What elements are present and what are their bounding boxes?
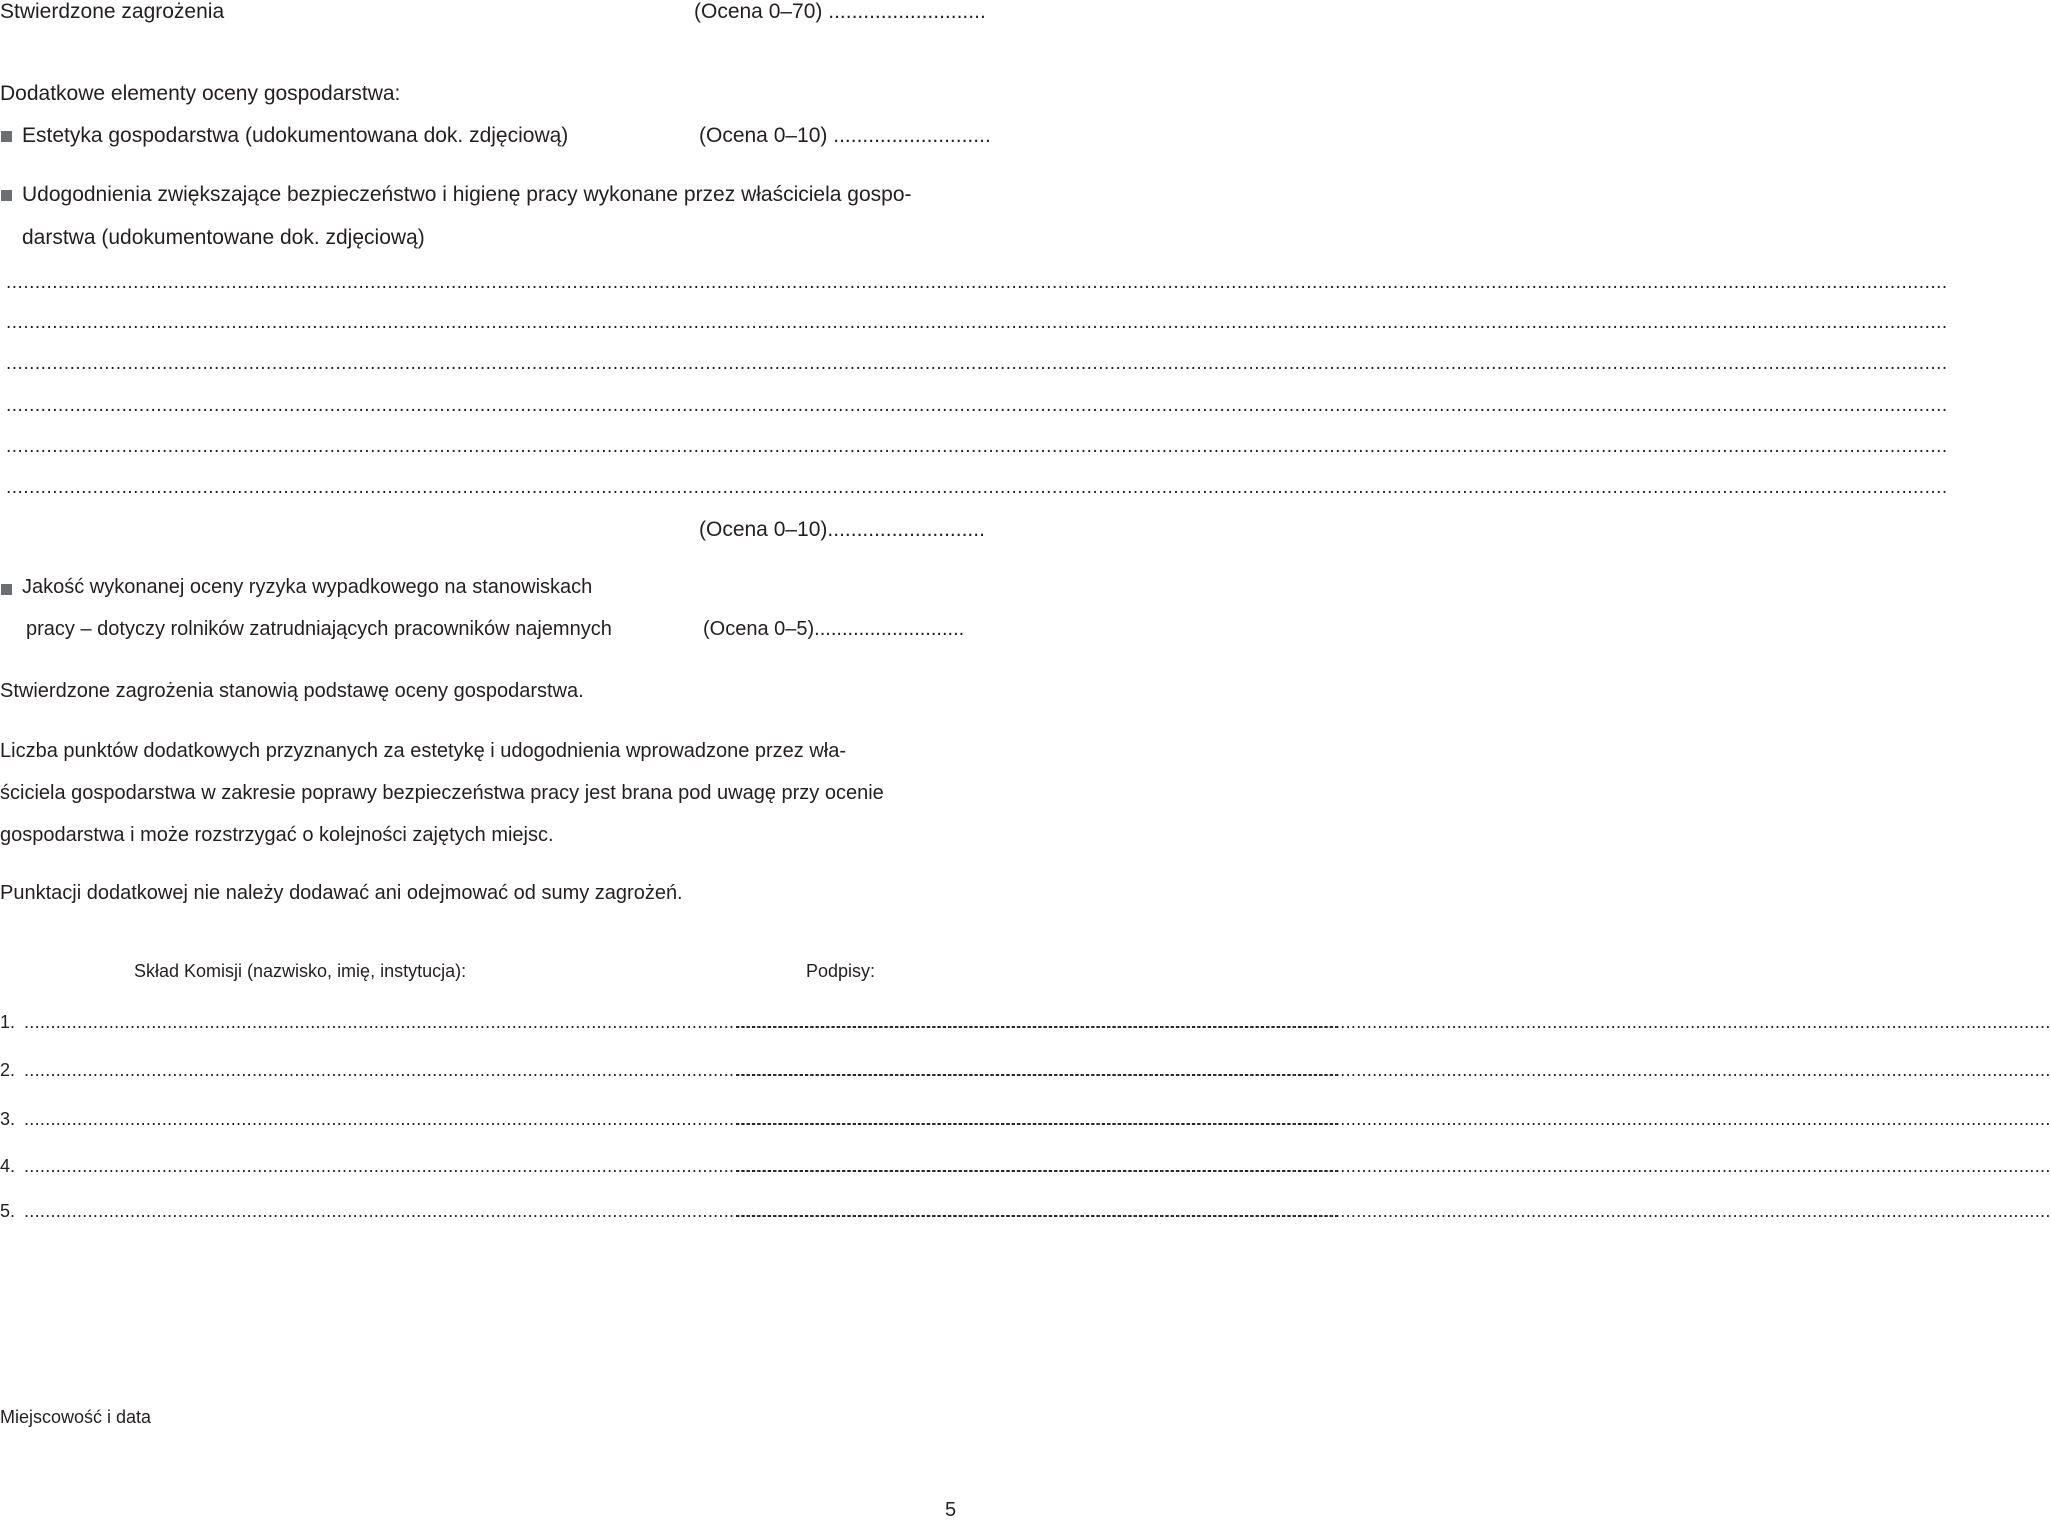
item-aesthetics-label: Estetyka gospodarstwa (udokumentowana dok. zdjęciową) <box>22 124 569 147</box>
commission-row <box>0 1012 960 1036</box>
member-name-field[interactable] <box>24 1156 694 1176</box>
row-number: 3. <box>0 1109 16 1129</box>
signature-field[interactable] <box>736 1201 956 1221</box>
score-field-aesthetics[interactable]: (Ocena 0–10) ........................... <box>699 124 991 147</box>
write-in-line[interactable] <box>6 272 952 294</box>
row-number: 1. <box>0 1012 16 1032</box>
commission-label: Skład Komisji (nazwisko, imię, instytucja): <box>134 961 467 981</box>
member-name-field[interactable] <box>24 1109 694 1129</box>
paragraph-points-line3: gospodarstwa i może rozstrzygać o kolejności zajętych miejsc. <box>0 824 554 846</box>
score-field-threats[interactable]: (Ocena 0–70) ........................... <box>694 0 986 23</box>
signatures-label: Podpisy: <box>806 961 876 981</box>
write-in-line[interactable] <box>6 436 952 458</box>
signature-field[interactable] <box>736 1060 956 1080</box>
paragraph-basis: Stwierdzone zagrożenia stanowią podstawę oceny gospodarstwa. <box>0 680 584 702</box>
row-number: 5. <box>0 1201 16 1221</box>
score-field-improvements[interactable]: (Ocena 0–10)........................... <box>699 518 985 541</box>
signature-field[interactable] <box>736 1109 956 1129</box>
bullet-icon <box>1 190 12 201</box>
place-and-date-label: Miejscowość i data <box>0 1407 152 1427</box>
item-risk-assessment-line2: pracy – dotyczy rolników zatrudniających pracowników najemnych <box>26 618 612 640</box>
commission-row <box>0 1109 960 1133</box>
score-field-risk-assessment[interactable]: (Ocena 0–5)........................... <box>703 618 965 640</box>
member-name-field[interactable] <box>24 1060 694 1080</box>
member-name-field[interactable] <box>24 1012 694 1032</box>
write-in-line[interactable] <box>6 312 952 334</box>
commission-row <box>0 1201 960 1225</box>
additional-heading: Dodatkowe elementy oceny gospodarstwa: <box>0 82 401 105</box>
item-improvements-label-line1: Udogodnienia zwiększające bezpieczeństwo i higienę pracy wykonane przez właściciela gospo- <box>22 183 912 206</box>
item-risk-assessment-line1: Jakość wykonanej oceny ryzyka wypadkowego na stanowiskach <box>22 576 593 598</box>
commission-row <box>0 1060 960 1084</box>
commission-row <box>0 1156 960 1180</box>
paragraph-points-line2: ściciela gospodarstwa w zakresie poprawy bezpieczeństwa pracy jest brana pod uwagę przy ocenie <box>0 782 884 804</box>
signature-field[interactable] <box>736 1012 956 1032</box>
section-title: Stwierdzone zagrożenia <box>0 0 225 23</box>
row-number: 4. <box>0 1156 16 1176</box>
bullet-icon <box>1 584 12 595</box>
signature-field[interactable] <box>736 1156 956 1176</box>
row-number: 2. <box>0 1060 16 1080</box>
paragraph-points-line1: Liczba punktów dodatkowych przyznanych za estetykę i udogodnienia wprowadzone przez wła- <box>0 740 847 762</box>
member-name-field[interactable] <box>24 1201 694 1221</box>
page-number: 5 <box>945 1499 957 1521</box>
bullet-icon <box>1 131 12 142</box>
write-in-line[interactable] <box>6 477 952 499</box>
write-in-line[interactable] <box>6 395 952 417</box>
item-improvements-label-line2: darstwa (udokumentowane dok. zdjęciową) <box>22 226 425 249</box>
paragraph-no-addition: Punktacji dodatkowej nie należy dodawać ani odejmować od sumy zagrożeń. <box>0 882 683 904</box>
write-in-line[interactable] <box>6 353 952 375</box>
